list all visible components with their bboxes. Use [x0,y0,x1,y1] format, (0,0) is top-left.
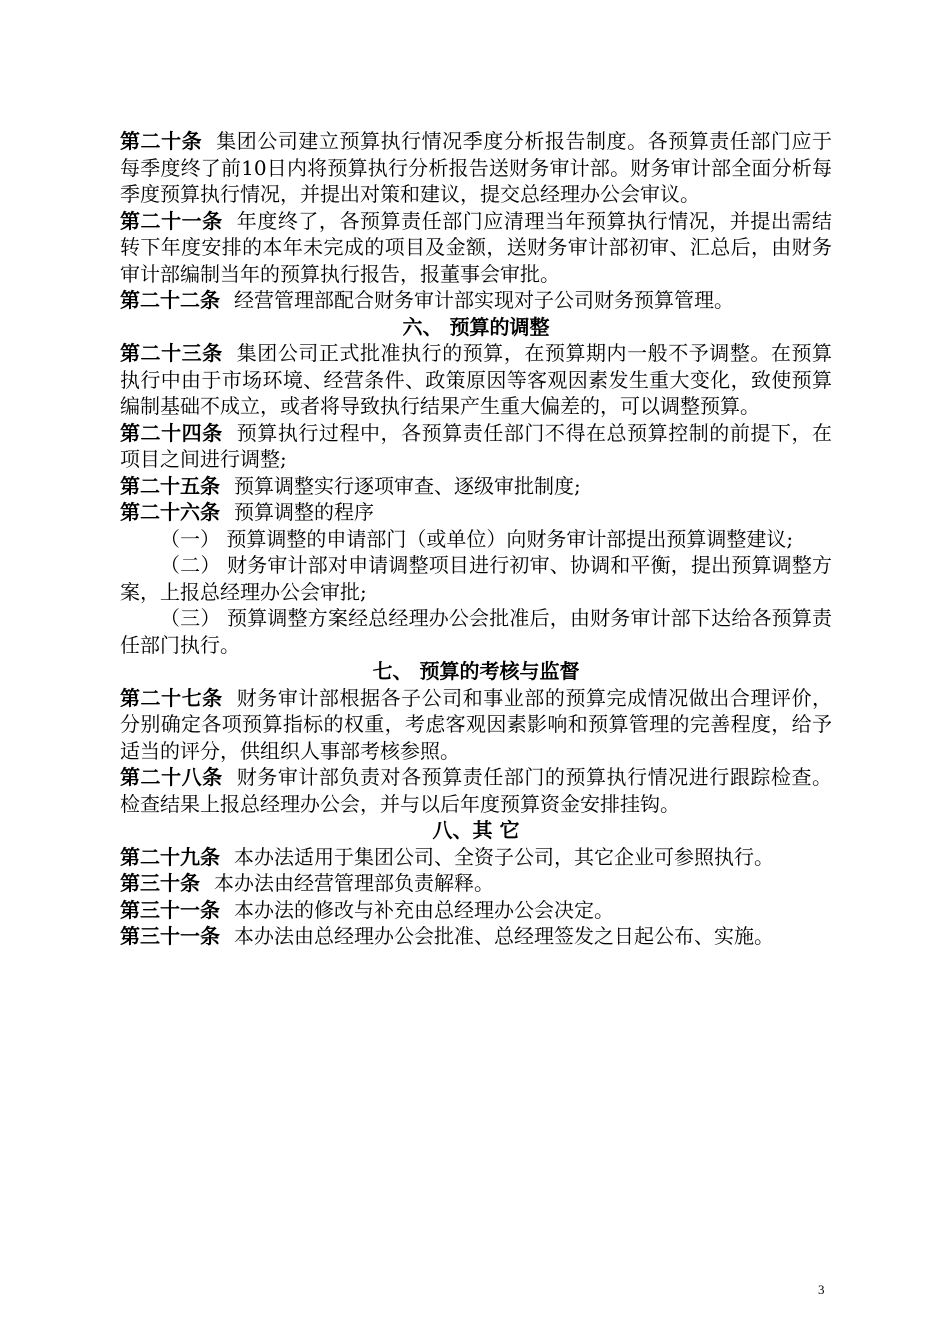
article-text: 预算调整实行逐项审查、逐级审批制度; [234,473,581,498]
article-text: 本办法由总经理办公会批准、总经理签发之日起公布、实施。 [234,924,774,948]
article-text: 集团公司建立预算执行情况季度分析报告制度。各预算责任部门应于每季度终了前10日内将预算执行分析报告送财务审计部。财务审计部全面分析每季度预算执行情况，并提出对策和建议，提交总经理办公会审议。 [120,129,833,206]
article-24 [120,420,832,473]
article-label: 第二十四条 [120,420,223,445]
article-label: 第二十二条 [120,288,220,312]
article-27 [120,685,832,765]
article-label: 第二十七条 [120,685,223,710]
article-label: 第二十九条 [120,844,220,869]
article-text: 预算执行过程中，各预算责任部门不得在总预算控制的前提下，在项目之间进行调整; [120,420,833,471]
article-25 [120,473,832,500]
article-label: 第三十一条 [120,924,220,948]
article-text: 本办法适用于集团公司、全资子公司，其它企业可参照执行。 [234,844,774,869]
article-text: 经营管理部配合财务审计部实现对子公司财务预算管理。 [234,288,734,312]
procedure-item-1: （一） 预算调整的申请部门（或单位）向财务审计部提出预算调整建议; [160,526,794,551]
article-31b [120,923,832,950]
article-text: 本办法的修改与补充由总经理办公会决定。 [234,897,614,922]
procedure-item-3: （三） 预算调整方案经总经理办公会批准后，由财务审计部下达给各预算责任部门执行。 [120,606,832,657]
article-label: 第二十条 [120,129,203,153]
article-26 [120,499,832,526]
section-heading-6: 六、 预算的调整 [402,314,550,339]
procedure-item-2: （二） 财务审计部对申请调整项目进行初审、协调和平衡，提出预算调整方案，上报总经理办公会审批; [120,553,832,604]
article-30 [120,870,832,897]
article-label: 第二十八条 [120,765,223,789]
document-body [120,128,832,950]
article-text: 财务审计部负责对各预算责任部门的预算执行情况进行跟踪检查。检查结果上报总经理办公会，并与以后年度预算资金安排挂钩。 [120,765,833,816]
article-label: 第二十五条 [120,473,220,498]
article-21 [120,208,832,288]
section-heading-8: 八、其 它 [432,818,520,842]
article-31 [120,897,832,924]
article-label: 第三十一条 [120,897,220,922]
article-29 [120,844,832,871]
article-text: 集团公司正式批准执行的预算，在预算期内一般不予调整。在预算执行中由于市场环境、经营条件、政策原因等客观因素发生重大变化，致使预算编制基础不成立，或者将导致执行结果产生重大偏差的，可以调整预算。 [120,341,833,418]
article-text: 财务审计部根据各子公司和事业部的预算完成情况做出合理评价，分别确定各项预算指标的权重，考虑客观因素影响和预算管理的完善程度，给予适当的评分，供组织人事部考核参照。 [120,685,833,763]
article-23 [120,340,832,420]
article-text: 预算调整的程序 [234,500,374,524]
article-text: 年度终了，各预算责任部门应清理当年预算执行情况，并提出需结转下年度安排的本年未完成的项目及金额，送财务审计部初审、汇总后，由财务审计部编制当年的预算执行报告，报董事会审批。 [120,208,833,286]
article-28 [120,764,832,817]
article-22 [120,287,832,314]
article-20 [120,128,832,208]
article-label: 第二十三条 [120,341,223,365]
section-heading-7: 七、 预算的考核与监督 [372,659,580,683]
article-label: 第二十一条 [120,208,223,233]
page-number: 3 [818,1282,825,1297]
article-label: 第二十六条 [120,500,220,524]
article-label: 第三十条 [120,871,200,895]
article-text: 本办法由经营管理部负责解释。 [214,871,494,895]
